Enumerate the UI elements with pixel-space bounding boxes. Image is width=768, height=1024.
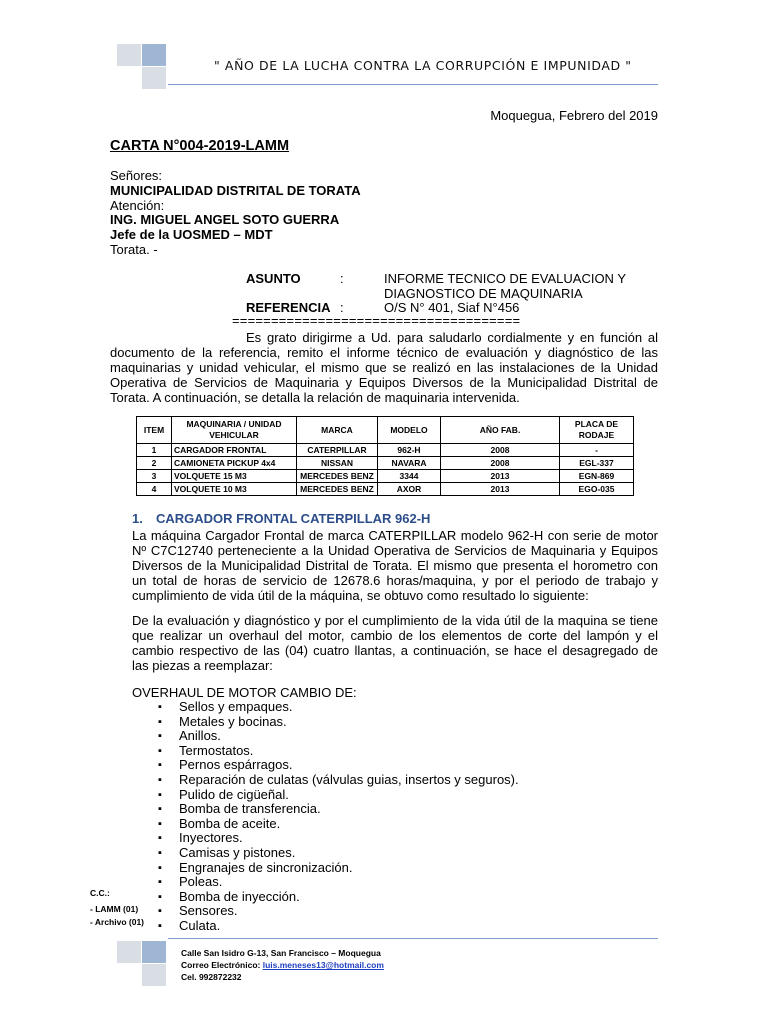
footer-divider	[168, 938, 658, 939]
footer-address: Calle San Isidro G-13, San Francisco – Moquegua	[181, 948, 381, 958]
cell-year: 2008	[441, 457, 560, 470]
referencia-text: O/S N° 401, Siaf N°456	[384, 300, 520, 315]
col-year-header: AÑO FAB.	[441, 417, 560, 444]
section-paragraph-2: De la evaluación y diagnóstico y por el cumplimiento de la vida útil de la maquina se tiene que realizar un overhaul del motor, cambio de los elementos de corte del lampón y el cambio respectivo de las (04) cuatro llantas, a continuación, se hace el desagregado de las piezas a reemplazar:	[132, 613, 658, 673]
recipient-name: ING. MIGUEL ANGEL SOTO GUERRA	[110, 212, 340, 227]
table-row	[137, 444, 634, 457]
cell-brand: MERCEDES BENZ	[297, 483, 378, 496]
list-item: ▪ Sellos y empaques.	[158, 700, 519, 715]
referencia-label: REFERENCIA	[246, 300, 331, 315]
col-item-header: ITEM	[137, 417, 172, 444]
cell-plate: EGN-869	[560, 470, 634, 483]
list-item: ▪ Reparación de culatas (válvulas guias, insertos y seguros).	[158, 773, 519, 788]
machinery-table	[136, 416, 634, 496]
col-plate-header: PLACA DE RODAJE	[560, 417, 634, 444]
list-item: ▪ Poleas.	[158, 875, 519, 890]
cell-item: 1	[137, 444, 172, 457]
list-item: ▪ Sensores.	[158, 904, 519, 919]
col-brand-header: MARCA	[297, 417, 378, 444]
list-item: ▪ Pulido de cigüeñal.	[158, 788, 519, 803]
header-square-3	[142, 67, 166, 89]
recipient-city: Torata. -	[110, 242, 158, 257]
footer-square-1	[117, 941, 141, 963]
table-row	[137, 457, 634, 470]
header-square-2	[142, 44, 166, 66]
cell-year: 2013	[441, 483, 560, 496]
header-square-1	[117, 44, 141, 66]
header-motto: " AÑO DE LA LUCHA CONTRA LA CORRUPCIÓN E IMPUNIDAD "	[214, 58, 632, 73]
list-item: ▪ Bomba de inyección.	[158, 890, 519, 905]
cell-model: AXOR	[378, 483, 441, 496]
section-title-text: CARGADOR FRONTAL CATERPILLAR 962-H	[156, 511, 431, 526]
list-item: ▪ Metales y bocinas.	[158, 715, 519, 730]
asunto-text: INFORME TECNICO DE EVALUACION Y DIAGNOSTICO DE MAQUINARIA	[384, 271, 626, 301]
list-item: ▪ Bomba de aceite.	[158, 817, 519, 832]
separator-line: =====================================	[232, 313, 521, 328]
cell-model: 3344	[378, 470, 441, 483]
list-item: ▪ Culata.	[158, 919, 519, 934]
intro-first-line: Es grato dirigirme a Ud. para saludarlo cordialmente y en función al	[246, 330, 658, 345]
cell-machine: VOLQUETE 10 M3	[172, 483, 297, 496]
cell-plate: -	[560, 444, 634, 457]
cell-year: 2013	[441, 470, 560, 483]
intro-rest: documento de la referencia, remito el informe técnico de evaluación y diagnóstico de las maquinarias y unidad vehicular, el mismo que se realizó en las instalaciones de la Unidad Operativa de Servicios de Maquinaria y Equipos Diversos de la Municipalidad Distrital de Torata. A continuación, se detalla la relación de maquinaria intervenida.	[110, 345, 658, 405]
cell-model: NAVARA	[378, 457, 441, 470]
footer-email-label: Correo Electrónico:	[181, 960, 261, 970]
footer-square-2	[142, 941, 166, 963]
attention-label: Atención:	[110, 198, 165, 213]
cell-machine: CAMIONETA PICKUP 4x4	[172, 457, 297, 470]
list-item: ▪ Bomba de transferencia.	[158, 802, 519, 817]
salutation: Señores:	[110, 168, 163, 183]
asunto-colon: :	[340, 271, 344, 286]
header-divider	[168, 84, 658, 85]
list-item: ▪ Termostatos.	[158, 744, 519, 759]
cell-brand: NISSAN	[297, 457, 378, 470]
footer-email-link[interactable]: luis.meneses13@hotmail.com	[262, 960, 384, 970]
cc-line-1: - LAMM (01)	[90, 904, 139, 914]
letter-number: CARTA N°004-2019-LAMM	[110, 138, 290, 154]
col-model-header: MODELO	[378, 417, 441, 444]
recipient-org: MUNICIPALIDAD DISTRITAL DE TORATA	[110, 183, 361, 198]
intro-paragraph	[110, 330, 658, 405]
referencia-colon: :	[340, 300, 344, 315]
cell-item: 2	[137, 457, 172, 470]
cell-machine: VOLQUETE 15 M3	[172, 470, 297, 483]
cell-item: 3	[137, 470, 172, 483]
footer-email-line	[181, 960, 384, 970]
table-row	[137, 483, 634, 496]
table-header-row	[137, 417, 634, 444]
list-item: ▪ Inyectores.	[158, 831, 519, 846]
cell-plate: EGL-337	[560, 457, 634, 470]
section-title	[132, 511, 430, 526]
cell-model: 962-H	[378, 444, 441, 457]
letter-date: Moquegua, Febrero del 2019	[490, 108, 658, 123]
table-row	[137, 470, 634, 483]
footer-phone: Cel. 992872232	[181, 972, 242, 982]
section-number: 1.	[132, 511, 143, 526]
overhaul-list	[158, 700, 519, 934]
cell-year: 2008	[441, 444, 560, 457]
cell-brand: CATERPILLAR	[297, 444, 378, 457]
col-machine-header: MAQUINARIA / UNIDAD VEHICULAR	[172, 417, 297, 444]
recipient-role: Jefe de la UOSMED – MDT	[110, 227, 273, 242]
asunto-label: ASUNTO	[246, 271, 301, 286]
list-item: ▪ Anillos.	[158, 729, 519, 744]
overhaul-title: OVERHAUL DE MOTOR CAMBIO DE:	[132, 685, 357, 700]
cell-machine: CARGADOR FRONTAL	[172, 444, 297, 457]
section-paragraph-1: La máquina Cargador Frontal de marca CATERPILLAR modelo 962-H con serie de motor Nº C7C12740 perteneciente a la Unidad Operativa de Servicios de Maquinaria y Equipos Diversos de la Municipalidad Distrital de Torata. El mismo que presenta el horometro con un total de horas de servicio de 12678.6 horas/maquina, y por el periodo de trabajo y cumplimiento de vida útil de la máquina, se obtuvo como resultado lo siguiente:	[132, 528, 658, 603]
cell-item: 4	[137, 483, 172, 496]
cell-plate: EGO-035	[560, 483, 634, 496]
cc-line-2: - Archivo (01)	[90, 917, 145, 927]
list-item: ▪ Engranajes de sincronización.	[158, 861, 519, 876]
cell-brand: MERCEDES BENZ	[297, 470, 378, 483]
footer-square-3	[142, 964, 166, 986]
list-item: ▪ Pernos espárragos.	[158, 758, 519, 773]
list-item: ▪ Camisas y pistones.	[158, 846, 519, 861]
cc-label: C.C.:	[90, 888, 110, 898]
